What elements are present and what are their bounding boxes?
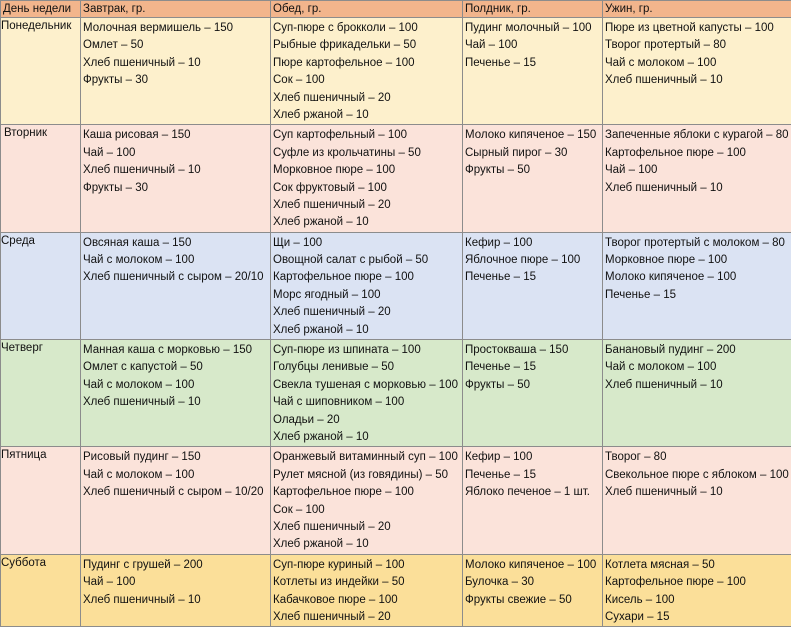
menu-item: Кисель – 100 (603, 592, 791, 609)
menu-item: Омлет с капустой – 50 (81, 359, 270, 376)
snack-cell (463, 18, 603, 125)
header-day: День недели (1, 1, 81, 18)
menu-item: Картофельное пюре – 100 (271, 269, 462, 286)
menu-item: Оладьи – 20 (271, 412, 462, 429)
menu-item: Булочка – 30 (463, 574, 602, 591)
menu-item: Овощной салат с рыбой – 50 (271, 252, 462, 269)
menu-item: Картофельное пюре – 100 (603, 145, 791, 162)
dinner-cell (603, 18, 791, 125)
day-label: Среда (1, 233, 80, 250)
menu-item: Фрукты – 30 (81, 180, 270, 197)
menu-item: Суп-пюре из шпината – 100 (271, 342, 462, 359)
menu-item: Сухари – 15 (603, 609, 791, 626)
day-cell (1, 447, 81, 554)
menu-item: Хлеб пшеничный – 10 (81, 162, 270, 179)
dinner-cell (603, 232, 791, 339)
menu-item: Хлеб пшеничный – 20 (271, 609, 462, 626)
menu-item: Печенье – 15 (603, 287, 791, 304)
table-row-wednesday (1, 232, 791, 339)
lunch-cell (271, 554, 463, 627)
menu-item: Хлеб пшеничный – 10 (603, 72, 791, 89)
snack-cell (463, 447, 603, 554)
header-snack: Полдник, гр. (463, 1, 603, 18)
menu-item: Хлеб пшеничный – 10 (603, 180, 791, 197)
menu-item: Фрукты – 50 (463, 162, 602, 179)
menu-item: Фрукты – 30 (81, 72, 270, 89)
menu-item: Кефир – 100 (463, 235, 602, 252)
menu-item: Котлета мясная – 50 (603, 557, 791, 574)
menu-item: Хлеб ржаной – 10 (271, 214, 462, 231)
menu-item: Суп-пюре с брокколи – 100 (271, 20, 462, 37)
day-cell (1, 18, 81, 125)
menu-item: Картофельное пюре – 100 (271, 484, 462, 501)
menu-item: Чай – 100 (81, 574, 270, 591)
breakfast-cell (81, 232, 271, 339)
dinner-cell (603, 340, 791, 447)
day-label: Четверг (1, 340, 80, 357)
menu-item: Манная каша с морковью – 150 (81, 342, 270, 359)
table-row-friday (1, 447, 791, 554)
menu-item: Суфле из крольчатины – 50 (271, 145, 462, 162)
day-cell (1, 232, 81, 339)
menu-item: Хлеб пшеничный – 20 (271, 519, 462, 536)
menu-item: Сок – 100 (271, 502, 462, 519)
menu-item: Хлеб пшеничный с сыром – 20/10 (81, 269, 270, 286)
menu-item: Печенье – 15 (463, 467, 602, 484)
menu-item: Чай с молоком – 100 (81, 467, 270, 484)
menu-item: Молоко кипяченое – 100 (603, 269, 791, 286)
menu-item: Хлеб ржаной – 10 (271, 107, 462, 124)
menu-item: Запеченные яблоки с курагой – 80 (603, 127, 791, 144)
day-label: Вторник (1, 125, 80, 142)
menu-item: Хлеб пшеничный – 10 (81, 394, 270, 411)
snack-cell (463, 125, 603, 232)
day-label: Пятница (1, 447, 80, 464)
menu-item: Хлеб ржаной – 10 (271, 322, 462, 339)
menu-item: Овсяная каша – 150 (81, 235, 270, 252)
menu-item: Хлеб ржаной – 10 (271, 536, 462, 553)
menu-item: Свекла тушеная с морковью – 100 (271, 377, 462, 394)
breakfast-cell (81, 340, 271, 447)
header-dinner: Ужин, гр. (603, 1, 791, 18)
lunch-cell (271, 18, 463, 125)
menu-item: Морс ягодный – 100 (271, 287, 462, 304)
snack-cell (463, 232, 603, 339)
menu-item: Хлеб пшеничный – 10 (603, 377, 791, 394)
menu-item: Чай – 100 (463, 37, 602, 54)
menu-item: Пюре из цветной капусты – 100 (603, 20, 791, 37)
snack-cell (463, 340, 603, 447)
menu-item: Суп картофельный – 100 (271, 127, 462, 144)
menu-item: Банановый пудинг – 200 (603, 342, 791, 359)
lunch-cell (271, 340, 463, 447)
menu-item: Чай с молоком – 100 (81, 252, 270, 269)
menu-item: Молоко кипяченое – 100 (463, 557, 602, 574)
menu-item: Рыбные фрикадельки – 50 (271, 37, 462, 54)
menu-item: Каша рисовая – 150 (81, 127, 270, 144)
table-row-saturday (1, 554, 791, 627)
menu-item: Сырный пирог – 30 (463, 145, 602, 162)
breakfast-cell (81, 125, 271, 232)
menu-item: Чай с молоком – 100 (603, 55, 791, 72)
menu-item: Сок фруктовый – 100 (271, 180, 462, 197)
dinner-cell (603, 447, 791, 554)
menu-item: Морковное пюре – 100 (271, 162, 462, 179)
lunch-cell (271, 232, 463, 339)
menu-item: Чай с шиповником – 100 (271, 394, 462, 411)
snack-cell (463, 554, 603, 627)
lunch-cell (271, 447, 463, 554)
menu-item: Творог протертый – 80 (603, 37, 791, 54)
day-label: Понедельник (1, 18, 80, 35)
menu-item: Молочная вермишель – 150 (81, 20, 270, 37)
menu-item: Чай – 100 (81, 145, 270, 162)
header-lunch: Обед, гр. (271, 1, 463, 18)
menu-item: Творог – 80 (603, 449, 791, 466)
menu-item: Рулет мясной (из говядины) – 50 (271, 467, 462, 484)
menu-item: Хлеб пшеничный – 10 (81, 55, 270, 72)
menu-item: Кефир – 100 (463, 449, 602, 466)
menu-item: Кабачковое пюре – 100 (271, 592, 462, 609)
menu-item: Морковное пюре – 100 (603, 252, 791, 269)
day-label: Суббота (1, 555, 80, 572)
day-cell (1, 554, 81, 627)
menu-item: Фрукты свежие – 50 (463, 592, 602, 609)
menu-item: Чай с молоком – 100 (81, 377, 270, 394)
menu-item: Чай – 100 (603, 162, 791, 179)
header-breakfast: Завтрак, гр. (81, 1, 271, 18)
day-cell (1, 340, 81, 447)
menu-item: Омлет – 50 (81, 37, 270, 54)
menu-item: Рисовый пудинг – 150 (81, 449, 270, 466)
menu-item: Хлеб пшеничный – 10 (81, 592, 270, 609)
menu-item: Голубцы ленивые – 50 (271, 359, 462, 376)
menu-item: Хлеб пшеничный с сыром – 10/20 (81, 484, 270, 501)
menu-item: Хлеб пшеничный – 20 (271, 90, 462, 107)
menu-item: Хлеб пшеничный – 20 (271, 304, 462, 321)
menu-item: Яблочное пюре – 100 (463, 252, 602, 269)
menu-item: Картофельное пюре – 100 (603, 574, 791, 591)
menu-item: Щи – 100 (271, 235, 462, 252)
breakfast-cell (81, 554, 271, 627)
menu-item: Пюре картофельное – 100 (271, 55, 462, 72)
dinner-cell (603, 125, 791, 232)
menu-item: Печенье – 15 (463, 269, 602, 286)
menu-item: Простокваша – 150 (463, 342, 602, 359)
menu-item: Хлеб ржаной – 10 (271, 429, 462, 446)
menu-item: Пудинг молочный – 100 (463, 20, 602, 37)
table-row-monday (1, 18, 791, 125)
table-row-tuesday (1, 125, 791, 232)
menu-item: Молоко кипяченое – 150 (463, 127, 602, 144)
menu-item: Печенье – 15 (463, 55, 602, 72)
menu-item: Оранжевый витаминный суп – 100 (271, 449, 462, 466)
breakfast-cell (81, 447, 271, 554)
menu-item: Яблоко печеное – 1 шт. (463, 484, 602, 501)
menu-item: Печенье – 15 (463, 359, 602, 376)
menu-item: Хлеб пшеничный – 10 (603, 484, 791, 501)
table-row-thursday (1, 340, 791, 447)
breakfast-cell (81, 18, 271, 125)
menu-item: Свекольное пюре с яблоком – 100 (603, 467, 791, 484)
menu-item: Фрукты – 50 (463, 377, 602, 394)
menu-item: Пудинг с грушей – 200 (81, 557, 270, 574)
menu-item: Творог протертый с молоком – 80 (603, 235, 791, 252)
menu-item: Сок – 100 (271, 72, 462, 89)
header-row (1, 1, 791, 18)
menu-item: Котлеты из индейки – 50 (271, 574, 462, 591)
menu-item: Чай с молоком – 100 (603, 359, 791, 376)
menu-item: Хлеб пшеничный – 20 (271, 197, 462, 214)
day-cell (1, 125, 81, 232)
menu-item: Суп-пюре куриный – 100 (271, 557, 462, 574)
lunch-cell (271, 125, 463, 232)
dinner-cell (603, 554, 791, 627)
